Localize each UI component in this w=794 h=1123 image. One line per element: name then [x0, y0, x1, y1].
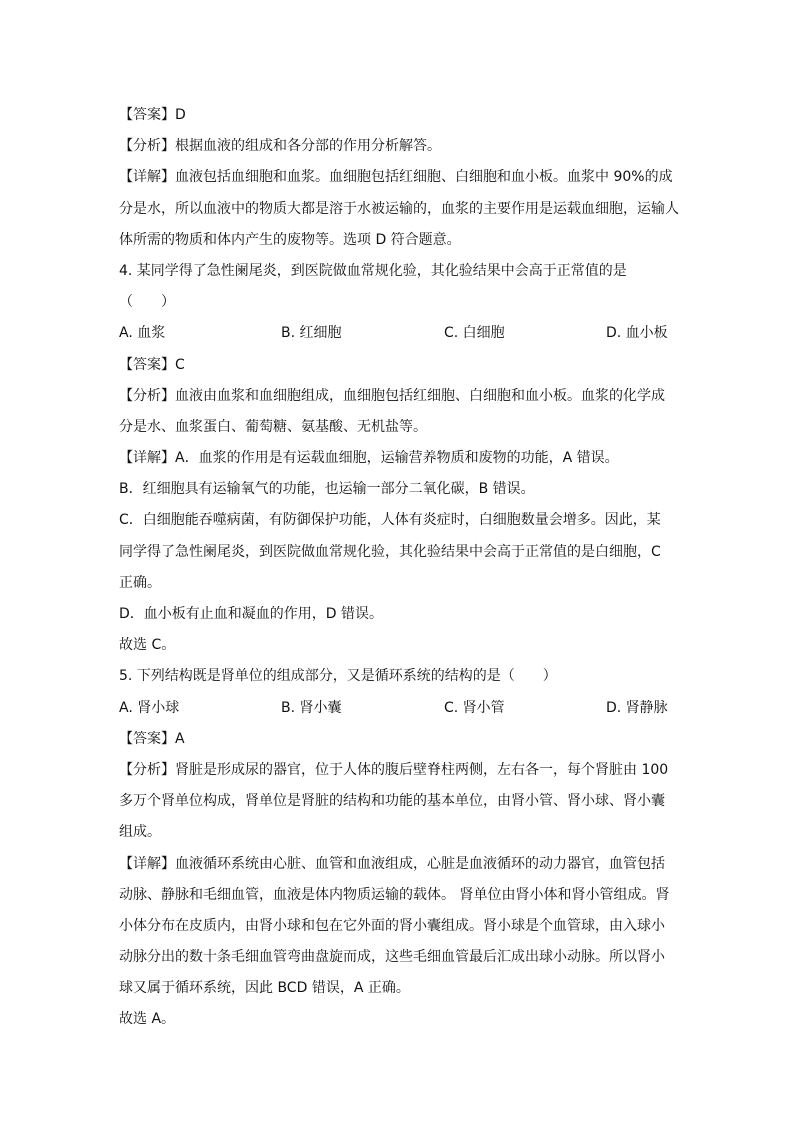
q4-option-a: A. 血浆 [119, 325, 166, 342]
q3-analysis: 【分析】根据血液的组成和各分部的作用分析解答。 [119, 138, 441, 155]
q3-detail-line: 分是水，所以血液中的物质大都是溶于水被运输的，血浆的主要作用是运载血细胞，运输人 [119, 200, 679, 217]
q5-option-b: B. 肾小囊 [281, 699, 342, 716]
q5-detail-line: 【详解】血液循环系统由心脏、血管和血液组成，心脏是血液循环的动力器官，血管包括 [119, 855, 665, 872]
q5-conclusion: 故选 A。 [119, 1011, 176, 1028]
document-content [119, 100, 679, 1036]
q4-option-c: C. 白细胞 [444, 325, 505, 342]
q4-option-b: B. 红细胞 [281, 325, 342, 342]
q5-option-a: A. 肾小球 [119, 699, 180, 716]
q4-detail-line: D．血小板有止血和凝血的作用，D 错误。 [119, 606, 384, 622]
q5-analysis-line: 【分析】肾脏是形成尿的器官，位于人体的腹后壁脊柱两侧，左右各一，每个肾脏由 100 [119, 761, 669, 778]
q4-conclusion: 故选 C。 [119, 637, 176, 654]
q4-detail-line: C．白细胞能吞噬病菌，有防御保护功能，人体有炎症时，白细胞数量会增多。因此，某 [119, 512, 661, 529]
q4-detail-line: B．红细胞具有运输氧气的功能，也运输一部分二氧化碳，B 错误。 [119, 481, 535, 498]
q5-detail-line: 小体分布在皮质内，由肾小球和包在它外面的肾小囊组成。肾小球是个血管球，由入球小 [119, 917, 665, 934]
q5-stem: 5. 下列结构既是肾单位的组成部分，又是循环系统的结构的是（ ） [119, 668, 557, 685]
q4-answer: 【答案】C [119, 356, 185, 373]
q5-analysis-line: 组成。 [119, 824, 161, 841]
q5-analysis-line: 多万个肾单位构成，肾单位是肾脏的结构和功能的基本单位，由肾小管、肾小球、肾小囊 [119, 793, 665, 810]
q4-option-d: D. 血小板 [606, 325, 668, 342]
q4-detail-line: 【详解】A．血浆的作用是有运载血细胞，运输营养物质和废物的功能，A 错误。 [119, 450, 619, 467]
q5-detail-line: 动脉、静脉和毛细血管，血液是体内物质运输的载体。 肾单位由肾小体和肾小管组成。肾 [119, 886, 670, 903]
q5-detail-line: 球又属于循环系统，因此 BCD 错误，A 正确。 [119, 980, 410, 997]
q5-options [119, 693, 679, 724]
q3-detail-line: 【详解】血液包括血细胞和血浆。血细胞包括红细胞、白细胞和血小板。血浆中 90%的成 [119, 169, 673, 186]
q5-answer: 【答案】A [119, 730, 185, 747]
q4-analysis-line: 分是水、血浆蛋白、葡萄糖、氨基酸、无机盐等。 [119, 418, 427, 435]
q5-detail-line: 动脉分出的数十条毛细血管弯曲盘旋而成，这些毛细血管最后汇成出球小动脉。所以肾小 [119, 949, 665, 966]
q3-detail-line: 体所需的物质和体内产生的废物等。选项 D 符合题意。 [119, 231, 461, 248]
q4-stem-blank: （ ） [119, 294, 175, 311]
q5-option-d: D. 肾静脉 [606, 699, 668, 716]
q4-detail-line: 正确。 [119, 574, 161, 591]
q4-options [119, 318, 679, 349]
q4-analysis-line: 【分析】血液由血浆和血细胞组成，血细胞包括红细胞、白细胞和血小板。血浆的化学成 [119, 387, 665, 404]
q4-stem: 4. 某同学得了急性阑尾炎，到医院做血常规化验，其化验结果中会高于正常值的是 [119, 262, 627, 279]
q5-option-c: C. 肾小管 [444, 699, 505, 716]
q4-detail-line: 同学得了急性阑尾炎，到医院做血常规化验，其化验结果中会高于正常值的是白细胞，C [119, 543, 661, 560]
q3-answer: 【答案】D [119, 107, 186, 123]
